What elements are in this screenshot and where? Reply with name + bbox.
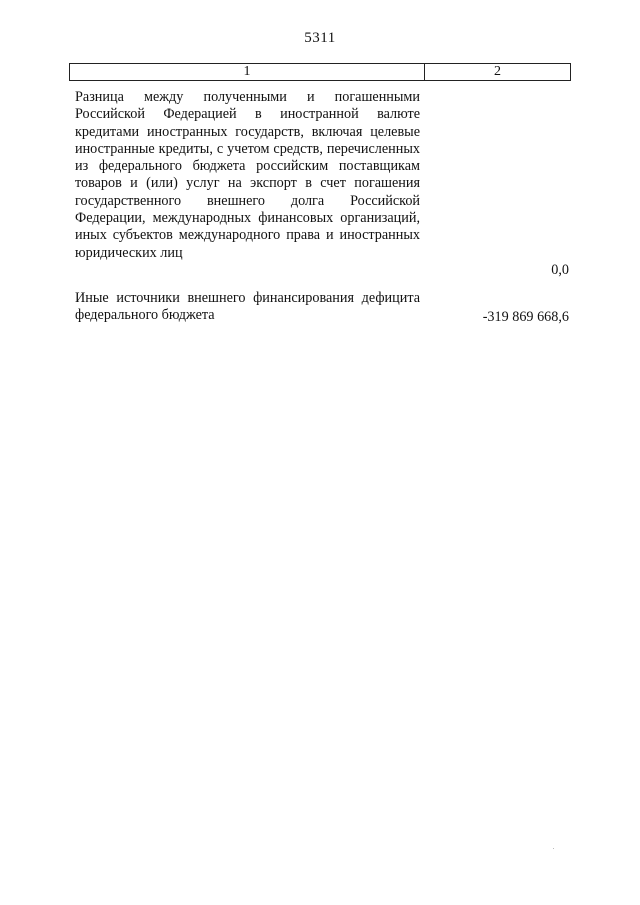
column-1-header: 1 (70, 64, 425, 80)
row-amount: -319 869 668,6 (482, 309, 569, 325)
row-amount: 0,0 (551, 262, 569, 278)
table-row (75, 89, 571, 278)
row-description: Иные источники внешнего финансирования дефицита федерального бюджета (75, 290, 420, 324)
row-description: Разница между полученными и погашенными Российской Федерацией в иностранной валюте кредитами иностранных государств, включая целевые иностранные кредиты, с учетом средств, перечисленных из федерального бюджета российским поставщикам товаров и (или) услуг на экспорт в счет погашения государственного внешнего долга Российской Федерации, международных финансовых организаций, иных субъектов международного права и иностранных юридических лиц (75, 89, 420, 261)
scan-speck (553, 848, 554, 849)
table-header (69, 63, 571, 81)
table-row (75, 290, 571, 325)
column-2-header: 2 (494, 64, 501, 79)
page-number: 5311 (304, 30, 336, 46)
